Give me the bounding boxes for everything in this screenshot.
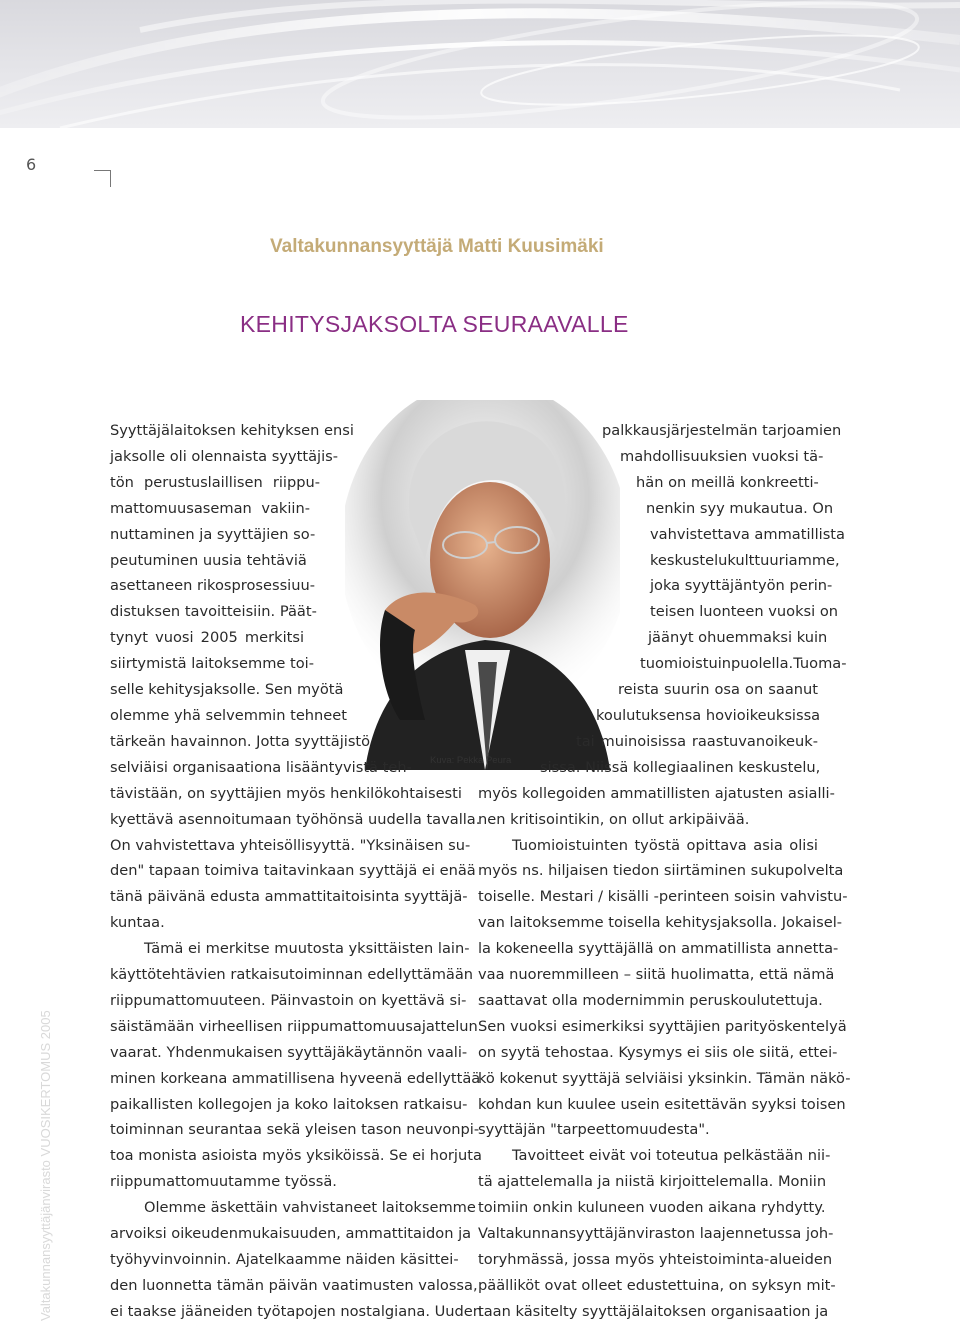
text-line: Syyttäjälaitoksen kehityksen ensi bbox=[110, 422, 354, 439]
text-line: asettaneen rikosprosessiuu- bbox=[110, 577, 316, 595]
text-line: Olemme äskettäin vahvistaneet laitoksemme bbox=[144, 1199, 476, 1217]
text-line: myös kollegoiden ammatillisten ajatusten asialli- bbox=[478, 784, 835, 802]
text-line: tänä päivänä edusta ammattitaitoisinta syyttäjä- bbox=[110, 888, 468, 906]
text-line: selviäisi organisaationa lisääntyvistä teh- bbox=[110, 758, 412, 776]
text-line: säistämään virheellisen riippumattomuusajattelun bbox=[110, 1017, 478, 1035]
text-line: toiselle. Mestari / kisälli -perinteen soisin vahvistu- bbox=[478, 888, 848, 906]
text-line: distuksen tavoitteisiin. Päät- bbox=[110, 603, 317, 621]
text-line: on syytä tehostaa. Kysymys ei siis ole siitä, ettei- bbox=[478, 1043, 838, 1061]
article-title: KEHITYSJAKSOLTA SEURAAVALLE bbox=[240, 311, 629, 337]
text-line: toa monista asioista myös yksiköissä. Se ei horjuta bbox=[110, 1147, 482, 1165]
text-line: selle kehitysjaksolle. Sen myötä bbox=[110, 681, 344, 699]
corner-mark bbox=[94, 170, 111, 187]
text-line: Sen vuoksi esimerkiksi syyttäjien parityöskentelyä bbox=[478, 1017, 847, 1035]
text-line: olemme yhä selvemmin tehneet bbox=[110, 706, 347, 724]
text-line: siirtymistä laitoksemme toi- bbox=[110, 655, 315, 673]
text-line: riippumattomuuteen. Päinvastoin on kyettävä si- bbox=[110, 991, 467, 1009]
text-line: mahdollisuuksien vuoksi tä- bbox=[620, 447, 824, 465]
text-line: tävistään, on syyttäjien myös henkilökohtaisesti bbox=[110, 784, 462, 802]
text-line: tön perustuslaillisen riippu- bbox=[110, 473, 320, 491]
photo-credit: Kuva: Pekka Peura bbox=[430, 755, 512, 766]
right-narrow-block bbox=[478, 418, 847, 781]
text-line: van laitoksemme toisella kehitysjaksolla. Jokaisel- bbox=[478, 914, 843, 932]
left-para2 bbox=[110, 936, 482, 1195]
text-line: vaa nuoremmilleen – siitä huolimatta, että nämä bbox=[478, 966, 835, 984]
text-line: kö kokenut syyttäjä selviäisi yksinkin. Tämän näkö- bbox=[478, 1069, 851, 1087]
right-para3 bbox=[478, 1143, 836, 1324]
text-line: tä ajattelemalla ja niistä kirjoittelemalla. Moniin bbox=[478, 1173, 827, 1191]
text-line: reista suurin osa on saanut bbox=[618, 681, 818, 699]
text-line: jaksolle oli olennaista syyttäjis- bbox=[110, 447, 338, 465]
text-line: nenkin syy mukautua. On bbox=[646, 499, 834, 517]
text-line: nuttaminen ja syyttäjien so- bbox=[110, 525, 316, 543]
text-line: tynyt vuosi 2005 merkitsi bbox=[110, 629, 304, 647]
text-line: Valtakunnansyyttäjänviraston laajennetussa joh- bbox=[478, 1225, 834, 1243]
text-line: den luonnetta tämän päivän vaatimusten valossa, bbox=[110, 1276, 478, 1294]
text-line: joka syyttäjäntyön perin- bbox=[650, 577, 833, 595]
text-line: nen kritisointikin, on ollut arkipäivää. bbox=[478, 810, 750, 828]
text-line: toiminnan seurantaa sekä yleisen tason neuvonpi- bbox=[110, 1121, 480, 1139]
text-line: teisen luonteen vuoksi on bbox=[650, 603, 839, 621]
text-line: käyttötehtävien ratkaisutoiminnan edellyttämään bbox=[110, 966, 474, 984]
text-line: hän on meillä konkreetti- bbox=[636, 473, 819, 491]
text-line: jäänyt ohuemmaksi kuin bbox=[648, 629, 828, 647]
text-line: syyttäjän "tarpeettomuudesta". bbox=[478, 1121, 710, 1139]
text-line: paikallisten kollegojen ja koko laitoksen ratkaisu- bbox=[110, 1095, 468, 1113]
author-name: Valtakunnansyyttäjä Matti Kuusimäki bbox=[270, 236, 604, 257]
text-line: arvoiksi oikeudenmukaisuuden, ammattitaidon ja bbox=[110, 1225, 472, 1243]
page-number: 6 bbox=[26, 155, 37, 174]
text-line: myös ns. hiljaisen tiedon siirtäminen sukupolvelta bbox=[478, 862, 844, 880]
text-line: sissa. Niissä kollegiaalinen keskustelu, bbox=[540, 758, 821, 776]
text-line: riippumattomuutamme työssä. bbox=[110, 1173, 337, 1191]
text-line: koulutuksensa hovioikeuksissa bbox=[596, 706, 821, 724]
text-line: den" tapaan toimiva taitavinkaan syyttäjä ei enää bbox=[110, 862, 476, 880]
side-label: Valtakunnansyyttäjänvirasto VUOSIKERTOMUS 2005 bbox=[38, 1010, 53, 1321]
right-para2 bbox=[478, 833, 851, 1144]
text-line: minen korkeana ammatillisena hyveenä edellyttää bbox=[110, 1069, 481, 1087]
text-line: tai muinoisissa raastuvanoikeuk- bbox=[576, 732, 818, 750]
text-line: la kokeneella syyttäjällä on ammatillista annetta- bbox=[478, 940, 839, 958]
header-decoration bbox=[0, 0, 960, 128]
text-line: mattomuusaseman vakiin- bbox=[110, 499, 310, 517]
left-narrow-block bbox=[110, 418, 450, 781]
text-line: Tavoitteet eivät voi toteutua pelkästään nii- bbox=[512, 1147, 831, 1165]
text-line: toimiin onkin kuluneen vuoden aikana ryhdytty. bbox=[478, 1199, 826, 1217]
right-para1-rest bbox=[478, 781, 835, 833]
text-line: päälliköt ovat olleet edustettuina, on syksyn mit- bbox=[478, 1276, 836, 1294]
text-line: ei taakse jääneiden työtapojen nostalgiana. Uuden bbox=[110, 1302, 483, 1320]
text-line: saattavat olla modernimmin peruskoulutettuja. bbox=[478, 991, 823, 1009]
swirl-graphic bbox=[0, 0, 960, 128]
text-line: On vahvistettava yhteisöllisyyttä. "Yksinäisen su- bbox=[110, 836, 471, 854]
text-line: palkkausjärjestelmän tarjoamien bbox=[602, 422, 842, 439]
text-line: peutuminen uusia tehtäviä bbox=[110, 551, 307, 569]
text-line: vahvistettava ammatillista bbox=[650, 525, 845, 543]
text-line: kuntaa. bbox=[110, 914, 165, 932]
left-para3 bbox=[110, 1195, 483, 1325]
text-line: keskustelukulttuuriamme, bbox=[650, 551, 840, 569]
text-line: vaarat. Yhdenmukaisen syyttäjäkäytännön vaali- bbox=[110, 1043, 468, 1061]
text-line: Tuomioistuinten työstä opittava asia olisi bbox=[512, 836, 818, 854]
text-line: toryhmässä, jossa myös yhteistoiminta-alueiden bbox=[478, 1251, 833, 1268]
text-line: taan käsitelty syyttäjälaitoksen organisaation ja bbox=[478, 1302, 829, 1320]
right-column bbox=[478, 418, 851, 1325]
text-line: tuomioistuinpuolella.Tuoma- bbox=[640, 655, 847, 673]
text-line: tärkeän havainnon. Jotta syyttäjistö bbox=[110, 732, 371, 750]
text-line: Tämä ei merkitse muutosta yksittäisten lain- bbox=[144, 940, 470, 958]
text-line: työhyvinvoinnin. Ajatelkaamme näiden käsittei- bbox=[110, 1251, 459, 1268]
text-line: kyettävä asennoitumaan työhönsä uudella tavalla. bbox=[110, 810, 481, 828]
text-line: kohdan kun kuulee usein esitettävän syyksi toisen bbox=[478, 1095, 846, 1113]
left-para1-rest bbox=[110, 781, 481, 936]
